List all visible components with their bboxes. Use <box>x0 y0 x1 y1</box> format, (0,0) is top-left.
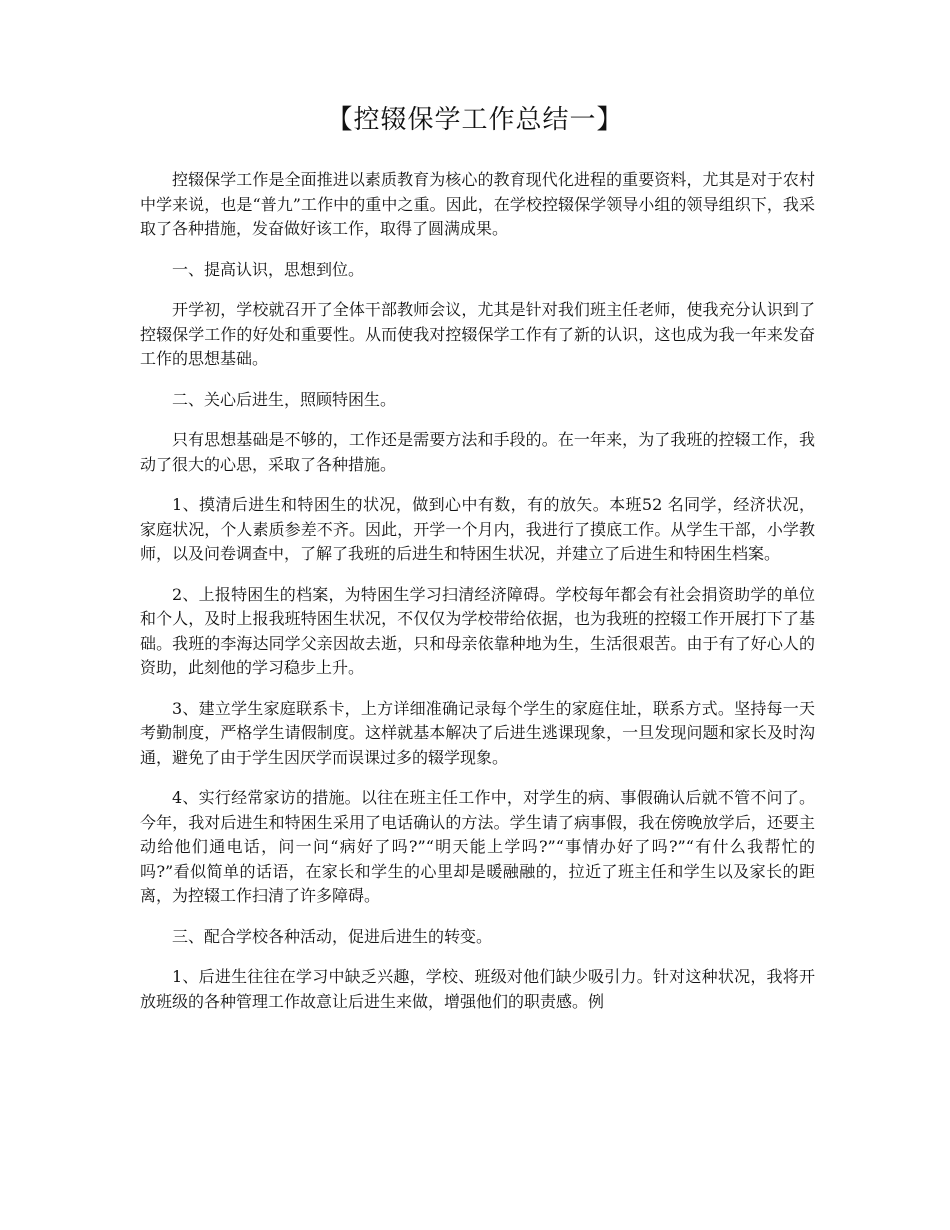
section-heading-2: 二、关心后进生，照顾特困生。 <box>172 389 397 409</box>
paragraph: 开学初，学校就召开了全体干部教师会议，尤其是针对我们班主任老师，使我充分认识到了控辍保学工作的好处和重要性。从而使我对控辍保学工作有了新的认识，这也成为我一年来发奋工作的思想基础。 <box>140 300 815 368</box>
paragraph: 只有思想基础是不够的，工作还是需要方法和手段的。在一年来，为了我班的控辍工作，我动了很大的心思，采取了各种措施。 <box>140 430 815 474</box>
list-item-paragraph: 1、后进生往往在学习中缺乏兴趣，学校、班级对他们缺少吸引力。针对这种状况，我将开放班级的各种管理工作故意让后进生来做，增强他们的职责感。例 <box>140 967 815 1011</box>
section-heading-1: 一、提高认识，思想到位。 <box>172 259 365 279</box>
list-item-paragraph: 3、建立学生家庭联系卡，上方详细准确记录每个学生的家庭住址，联系方式。坚持每一天考勤制度，严格学生请假制度。这样就基本解决了后进生逃课现象，一旦发现问题和家长及时沟通，避免了由于学生因厌学而误课过多的辍学现象。 <box>140 698 815 767</box>
document-title: 【控辍保学工作总结一】 <box>326 105 624 135</box>
section-heading-3: 三、配合学校各种活动，促进后进生的转变。 <box>172 926 493 946</box>
list-item-paragraph: 4、实行经常家访的措施。以往在班主任工作中，对学生的病、事假确认后就不管不问了。今年，我对后进生和特困生采用了电话确认的方法。学生请了病事假，我在傍晚放学后，还要主动给他们通电话，问一问“病好了吗?”“明天能上学吗?”“事情办好了吗?”“有什么我帮忙的吗?”看似简单的话语，在家长和学生的心里却是暖融融的，拉近了班主任和学生以及家长的距离，为控辍工作扫清了许多障碍。 <box>140 788 815 905</box>
list-item-paragraph: 2、上报特困生的档案，为特困生学习扫清经济障碍。学校每年都会有社会捐资助学的单位和个人，及时上报我班特困生状况，不仅仅为学校带给依据，也为我班的控辍工作开展打下了基础。我班的李海达同学父亲因故去逝，只和母亲依靠种地为生，生活很艰苦。由于有了好心人的资助，此刻他的学习稳步上升。 <box>140 584 815 677</box>
list-item-paragraph: 1、摸清后进生和特困生的状况，做到心中有数，有的放矢。本班52 名同学，经济状况，家庭状况，个人素质参差不齐。因此，开学一个月内，我进行了摸底工作。从学生干部，小学教师，以及问卷调查中，了解了我班的后进生和特困生状况，并建立了后进生和特困生档案。 <box>140 495 815 563</box>
paragraph-intro: 控辍保学工作是全面推进以素质教育为核心的教育现代化进程的重要资料，尤其是对于农村中学来说，也是“普九”工作中的重中之重。因此，在学校控辍保学领导小组的领导组织下，我采取了各种措施，发奋做好该工作，取得了圆满成果。 <box>140 170 815 238</box>
document-body <box>140 168 815 1030</box>
